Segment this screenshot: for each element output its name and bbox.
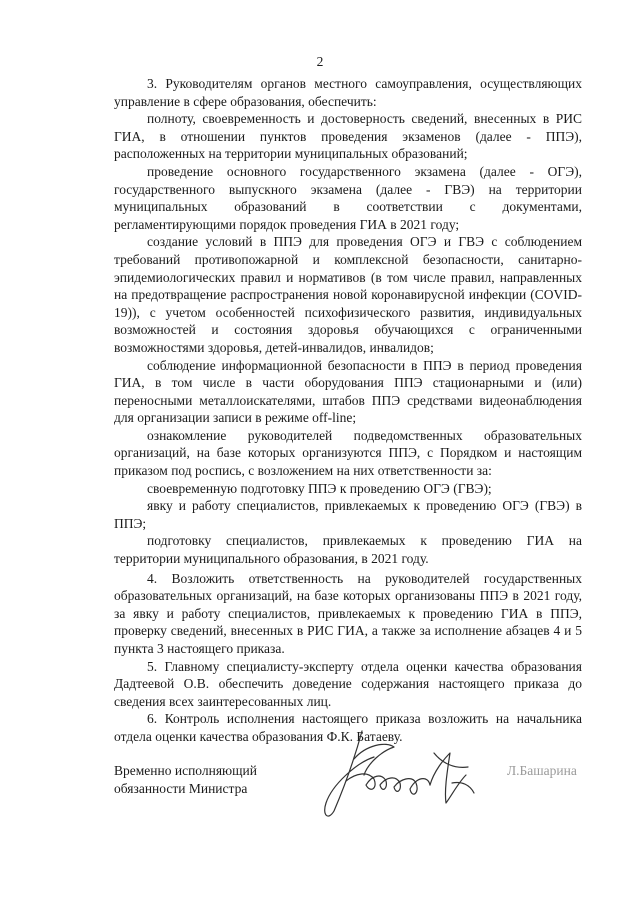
paragraph-item-3: 3. Руководителям органов местного самоуправления, осуществляющих управление в сфере образования, обеспечить: xyxy=(114,76,582,109)
signatory-position-line-1: Временно исполняющий xyxy=(114,763,257,778)
paragraph-item-5: 5. Главному специалисту-эксперту отдела оценки качества образования Дадтеевой О.В. обеспечить доведение содержания настоящего приказа до сведения всех заинтересованных лиц. xyxy=(114,658,582,709)
paragraph-safety-conditions: создание условий в ППЭ для проведения ОГЭ и ГВЭ с соблюдением требований противопожарной и комплексной безопасности, санитарно-эпидемиологических правил и нормативов (в том числе правил, направленных на предотвращение распространения новой коронавирусной инфекции (COVID-19)), с учетом особенностей психофизического развития, индивидуальных возможностей и состояния здоровья обучающихся с ограниченными возможностями здоровья, детей-инвалидов, инвалидов; xyxy=(114,234,582,355)
document-body xyxy=(114,75,582,746)
paragraph-gia-data-accuracy: полноту, своевременность и достоверность сведений, внесенных в РИС ГИА, в отношении пунктов проведения экзаменов (далее - ППЭ), расположенных на территории муниципальных образований; xyxy=(114,111,582,162)
paragraph-information-security: соблюдение информационной безопасности в ППЭ в период проведения ГИА, в том числе в части оборудования ППЭ стационарными и (или) переносными металлоискателями, штабов ППЭ средствами видеонаблюдения для организации записи в режиме off-line; xyxy=(114,357,582,426)
signatory-name: Л.Башарина xyxy=(507,763,577,778)
paragraph-familiarization: ознакомление руководителей подведомственных образовательных организаций, на базе которых организуются ППЭ, с Порядком и настоящим приказом под роспись, с возложением на них ответственности за: xyxy=(114,427,582,479)
paragraph-specialists-attendance: явку и работу специалистов, привлекаемых к проведению ОГЭ (ГВЭ) в ППЭ; xyxy=(114,498,582,531)
paragraph-exam-conduct: проведение основного государственного экзамена (далее - ОГЭ), государственного выпускного экзамена (далее - ГВЭ) на территории муниципальных образований в соответствии с документами, регламентирующими порядок проведения ГИА в 2021 году; xyxy=(114,163,582,232)
handwritten-signature xyxy=(316,723,486,823)
signatory-position xyxy=(114,762,274,798)
paragraph-item-4: 4. Возложить ответственность на руководителей государственных образовательных организаций, на базе которых организованы ППЭ в 2021 году, за явку и работу специалистов, привлекаемых к проведению ГИА в ППЭ, проверку сведений, внесенных в РИС ГИА, а также за исполнение абзацев 4 и 5 пункта 3 настоящего приказа. xyxy=(114,570,582,656)
signatory-position-line-2: обязанности Министра xyxy=(114,781,248,796)
paragraph-specialists-training: подготовку специалистов, привлекаемых к проведению ГИА на территории муниципального образования, в 2021 году. xyxy=(114,533,582,567)
page-number: 2 xyxy=(316,54,324,69)
paragraph-ppe-preparation: своевременную подготовку ППЭ к проведению ОГЭ (ГВЭ); xyxy=(147,480,492,496)
paragraph-item-6: 6. Контроль исполнения настоящего приказа возложить на начальника отдела оценки качества образования Ф.К. Батаеву. xyxy=(114,711,582,744)
